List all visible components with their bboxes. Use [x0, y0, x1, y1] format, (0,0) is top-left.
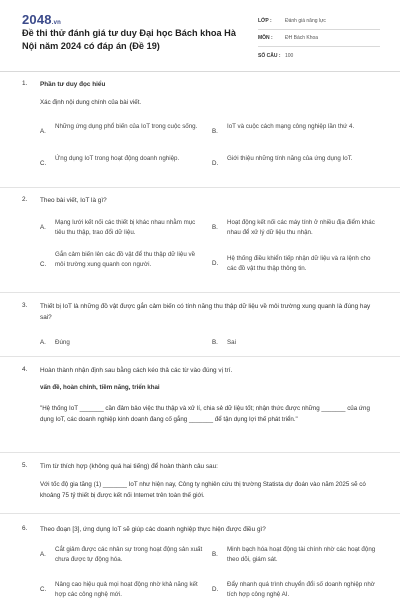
option-label: B. — [212, 551, 218, 558]
question-number: 3. — [22, 302, 28, 309]
option-text: Mạng lưới kết nối các thiết bị khác nhau nhằm mục tiêu thu thập, trao đổi dữ liệu. — [55, 219, 196, 236]
meta-key: SỐ CÂU : — [258, 52, 281, 59]
option-label: D. — [212, 260, 219, 267]
word-bank[interactable]: vấn đề, hoàn chỉnh, tiềm năng, triển khai — [40, 384, 160, 391]
option-text: Những ứng dụng phổ biến của IoT trong cuộc sống. — [55, 123, 198, 130]
question-text: Thiết bị IoT là những đồ vật được gắn cảm biến có tính năng thu thập dữ liệu về môi trường xung quanh là đúng hay sai? — [40, 303, 371, 321]
option-text: Nâng cao hiệu quả mọi hoạt động nhờ khả năng kết hợp các công nghệ mới. — [55, 581, 198, 598]
option-label: A. — [40, 551, 46, 558]
question-subtext: Xác định nội dung chính của bài viết. — [40, 99, 142, 106]
fill-in-sentence[interactable]: Với tốc độ gia tăng (1) _______ IoT như hiện nay, Công ty nghiên cứu thị trường Statista dự đoán vào năm 2025 sẽ có khoảng 75 tỷ thiết bị được kết nối Internet trên toàn thế giới. — [40, 481, 366, 499]
option-text: Đúng — [55, 339, 70, 346]
option-text: IoT và cuộc cách mạng công nghiệp lần thứ 4. — [227, 123, 355, 130]
question-divider — [0, 187, 400, 188]
logo-suffix: .vn — [51, 20, 62, 26]
option-label: A. — [40, 128, 46, 135]
option-label: D. — [212, 160, 219, 167]
option-label: C. — [40, 160, 47, 167]
meta-value: Đánh giá năng lực — [285, 18, 326, 24]
question-text: Phần tư duy đọc hiểu — [40, 81, 106, 88]
fill-in-passage: "Hệ thống IoT _______ cần đảm bảo việc thu thập và xử lí, chia sẻ dữ liệu tốt; nhận thức được những _______ của ứng dụng IoT, các doanh nghiệp kinh doanh đang cố gắng _______ để tận dụng lợi thế phát triển." — [40, 405, 370, 423]
question-text: Theo bài viết, IoT là gì? — [40, 197, 107, 204]
option-text: Sai — [227, 339, 236, 346]
option-label: C. — [40, 261, 47, 268]
option-text: Đẩy nhanh quá trình chuyển đổi số doanh nghiệp nhờ tích hợp công nghệ AI. — [227, 581, 375, 598]
page-header — [0, 0, 400, 72]
meta-key: LỚP : — [258, 18, 272, 24]
option-label: A. — [40, 339, 46, 346]
option-text: Hoạt động kết nối các máy tính ở nhiều địa điểm khác nhau để xử lý dữ liệu thu nhận. — [227, 219, 375, 236]
question-divider — [0, 452, 400, 453]
question-number: 1. — [22, 80, 28, 87]
question-divider — [0, 292, 400, 293]
question-number: 4. — [22, 366, 28, 373]
option-label: C. — [40, 586, 47, 593]
option-label: B. — [212, 224, 218, 231]
question-text: Tìm từ thích hợp (không quá hai tiếng) để hoàn thành câu sau: — [40, 463, 218, 470]
option-text: Ứng dụng IoT trong hoạt động doanh nghiệp. — [55, 155, 180, 162]
question-text: Hoàn thành nhận định sau bằng cách kéo thả các từ vào đúng vị trí. — [40, 367, 233, 374]
option-label: D. — [212, 586, 219, 593]
question-divider — [0, 513, 400, 514]
question-number: 2. — [22, 196, 28, 203]
option-label: B. — [212, 128, 218, 135]
site-logo[interactable] — [22, 12, 61, 27]
option-text: Gắn cảm biến lên các đồ vật để thu thập dữ liệu về môi trường xung quanh con người. — [55, 251, 196, 268]
question-text: Theo đoạn [3], ứng dụng IoT sẽ giúp các doanh nghiệp thực hiện được điều gì? — [40, 526, 266, 533]
meta-row-subject — [258, 30, 380, 47]
meta-key: MÔN : — [258, 35, 273, 41]
question-number: 6. — [22, 525, 28, 532]
meta-row-class — [258, 13, 380, 30]
document-title: Đề thi thử đánh giá tư duy Đại học Bách khoa Hà Nội năm 2024 có đáp án (Đề 19) — [22, 28, 236, 51]
option-text: Cắt giảm được các nhân sự trong hoạt động sản xuất chưa được tự động hóa. — [55, 546, 203, 563]
meta-value: 100 — [285, 52, 294, 59]
option-text: Giới thiệu những tính năng của ứng dụng IoT. — [227, 155, 353, 162]
meta-row-count — [258, 47, 380, 64]
option-text: Hệ thống điều khiển tiếp nhận dữ liệu và ra lệnh cho các đồ vật thu thập thông tin. — [227, 255, 371, 272]
logo-main: 2048 — [22, 12, 52, 27]
option-label: B. — [212, 339, 218, 346]
option-text: Minh bạch hóa hoạt động tài chính nhờ các hoạt động theo dõi, giám sát. — [227, 546, 376, 563]
document-meta — [258, 13, 380, 64]
question-divider — [0, 356, 400, 357]
option-label: A. — [40, 224, 46, 231]
meta-value: ĐH Bách Khoa — [285, 35, 319, 41]
question-number: 5. — [22, 462, 28, 469]
